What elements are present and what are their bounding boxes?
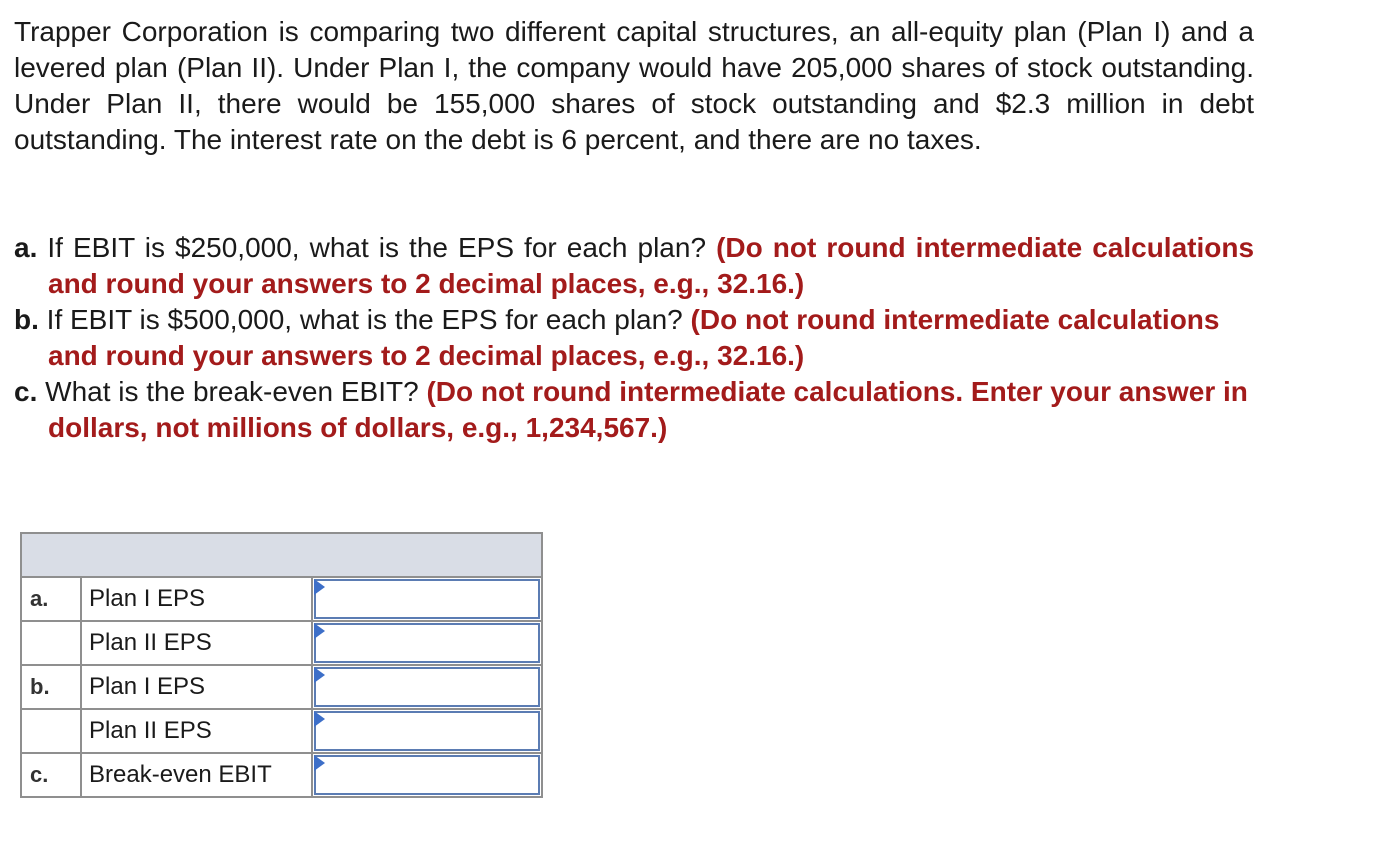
answer-box bbox=[314, 579, 540, 619]
question-text: If EBIT is $250,000, what is the EPS for each plan? bbox=[47, 232, 707, 263]
question-letter: a. bbox=[14, 232, 38, 263]
question-c bbox=[14, 374, 1254, 446]
plan-1-eps-a-input[interactable] bbox=[316, 581, 538, 617]
plan-1-eps-b-input[interactable] bbox=[316, 669, 538, 705]
table-row bbox=[21, 577, 542, 621]
question-hint: (Do not round intermediate calculations and round your answers to 2 decimal places, e.g., 32.16.) bbox=[48, 304, 1220, 371]
row-label: Break-even EBIT bbox=[81, 753, 312, 797]
triangle-flag-icon bbox=[314, 579, 325, 595]
question-hint: (Do not round intermediate calculations and round your answers to 2 decimal places, e.g., 32.16.) bbox=[48, 232, 1255, 299]
triangle-flag-icon bbox=[314, 755, 325, 771]
row-letter: c. bbox=[21, 753, 81, 797]
table-row bbox=[21, 709, 542, 753]
answer-table bbox=[20, 532, 543, 798]
row-label: Plan II EPS bbox=[81, 621, 312, 665]
row-label: Plan II EPS bbox=[81, 709, 312, 753]
row-letter bbox=[21, 709, 81, 753]
table-row bbox=[21, 753, 542, 797]
row-letter: a. bbox=[21, 577, 81, 621]
question-text: What is the break-even EBIT? bbox=[45, 376, 419, 407]
plan-2-eps-a-input[interactable] bbox=[316, 625, 538, 661]
problem-intro: Trapper Corporation is comparing two different capital structures, an all-equity plan (Plan I) and a levered plan (Plan II). Under Plan I, the company would have 205,000 shares of stock outstanding. Under Plan II, there would be 155,000 shares of stock outstanding and $2.3 million in debt outstanding. The interest rate on the debt is 6 percent, and there are no taxes. bbox=[14, 16, 1254, 155]
table-header-row bbox=[21, 533, 542, 577]
question-letter: b. bbox=[14, 304, 39, 335]
answer-box bbox=[314, 667, 540, 707]
question-a bbox=[14, 230, 1254, 302]
answer-cell bbox=[312, 577, 542, 621]
question-hint: (Do not round intermediate calculations. Enter your answer in dollars, not millions of dollars, e.g., 1,234,567.) bbox=[48, 376, 1248, 443]
row-label: Plan I EPS bbox=[81, 577, 312, 621]
answer-box bbox=[314, 711, 540, 751]
plan-2-eps-b-input[interactable] bbox=[316, 713, 538, 749]
answer-cell bbox=[312, 665, 542, 709]
table-header bbox=[21, 533, 542, 577]
break-even-ebit-input[interactable] bbox=[316, 757, 538, 793]
row-label: Plan I EPS bbox=[81, 665, 312, 709]
answer-box bbox=[314, 755, 540, 795]
row-letter bbox=[21, 621, 81, 665]
question-letter: c. bbox=[14, 376, 38, 407]
question-list bbox=[14, 230, 1254, 446]
question-b bbox=[14, 302, 1254, 374]
table-row bbox=[21, 665, 542, 709]
answer-box bbox=[314, 623, 540, 663]
triangle-flag-icon bbox=[314, 667, 325, 683]
triangle-flag-icon bbox=[314, 623, 325, 639]
answer-cell bbox=[312, 709, 542, 753]
triangle-flag-icon bbox=[314, 711, 325, 727]
row-letter: b. bbox=[21, 665, 81, 709]
answer-cell bbox=[312, 621, 542, 665]
question-text: If EBIT is $500,000, what is the EPS for each plan? bbox=[46, 304, 683, 335]
answer-cell bbox=[312, 753, 542, 797]
table-row bbox=[21, 621, 542, 665]
